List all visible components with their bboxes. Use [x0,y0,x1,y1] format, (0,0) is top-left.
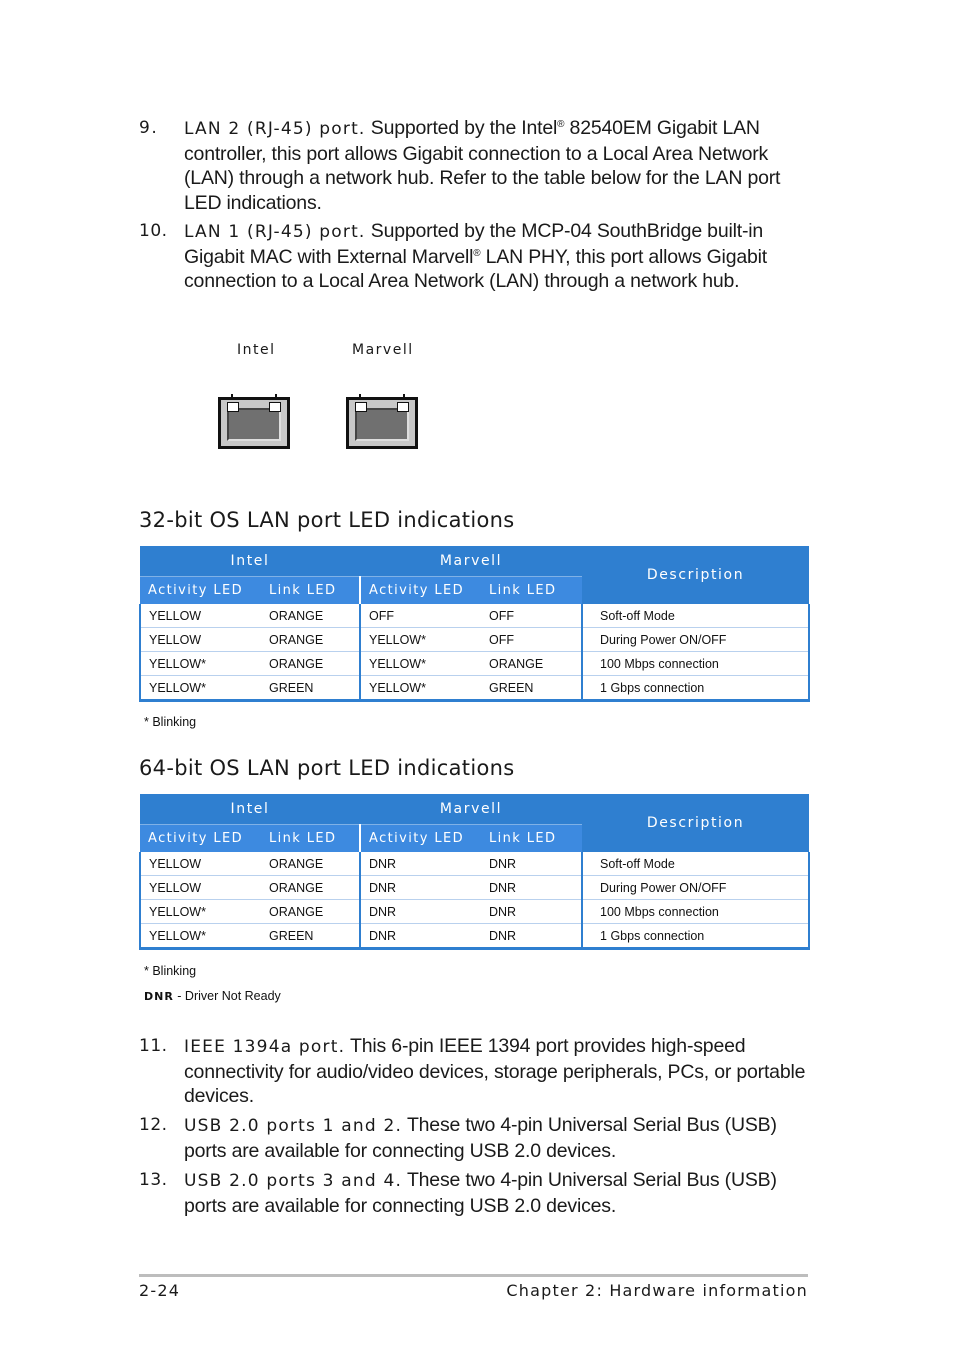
header-activity-led: Activity LED [360,577,481,605]
item-number: 10. [139,221,168,241]
marvell-rj45-port-icon [346,397,418,449]
section-title-64bit: 64-bit OS LAN port LED indications [139,756,515,780]
header-link-led: Link LED [481,825,582,853]
item-usb-ports-3-4 [139,1168,809,1218]
header-intel: Intel [140,794,360,825]
table-cell: GREEN [261,676,360,701]
item-heading: IEEE 1394a port. [184,1037,346,1057]
registered-mark: ® [473,247,481,259]
table-cell: YELLOW [140,852,261,876]
header-link-led: Link LED [481,577,582,605]
item-usb-ports-1-2 [139,1113,809,1163]
item-heading: LAN 2 (RJ-45) port. [184,119,366,139]
table-cell: ORANGE [481,652,582,676]
table-cell: DNR [360,852,481,876]
header-link-led: Link LED [261,825,360,853]
registered-mark: ® [557,119,565,130]
item-number: 11. [139,1036,168,1056]
table-cell: DNR [481,900,582,924]
table-cell: ORANGE [261,652,360,676]
item-number: 13. [139,1170,168,1190]
dnr-note [144,989,281,1003]
intel-rj45-port-icon [218,397,290,449]
item-body [184,219,809,294]
activity-led-icon [355,402,367,412]
item-body [184,116,809,215]
table-row [140,900,809,924]
item-heading: LAN 1 (RJ-45) port. [184,222,366,242]
item-heading: USB 2.0 ports 3 and 4. [184,1171,403,1191]
table-cell: 100 Mbps connection [582,900,809,924]
item-text: This 6-pin IEEE 1394 port provides high-speed connectivity for audio/video devices, storage peripherals, PCs, or portable devices. [184,1035,806,1107]
table-cell: YELLOW [140,876,261,900]
table-row [140,604,809,628]
table-cell: YELLOW* [360,652,481,676]
item-body [184,1034,809,1109]
blinking-note: * Blinking [144,964,197,978]
table-cell: During Power ON/OFF [582,876,809,900]
table-cell: 1 Gbps connection [582,924,809,949]
table-cell: ORANGE [261,604,360,628]
table-cell: Soft-off Mode [582,852,809,876]
table-cell: YELLOW [140,604,261,628]
item-number: 9. [139,118,159,138]
page-number: 2-24 [139,1281,181,1300]
table-cell: DNR [360,900,481,924]
table-cell: OFF [481,628,582,652]
section-title-32bit: 32-bit OS LAN port LED indications [139,508,515,532]
header-marvell: Marvell [360,794,582,825]
item-lan1-port [139,219,809,294]
table-row [140,852,809,876]
table-cell: YELLOW [140,628,261,652]
table-cell: YELLOW* [140,652,261,676]
table-row [140,876,809,900]
dnr-definition: - Driver Not Ready [173,989,281,1003]
table-row [140,652,809,676]
table-cell: GREEN [261,924,360,949]
item-text: Supported by the Intel [365,117,558,139]
intel-port-label: Intel [237,342,276,358]
item-text: 82540EM Gigabit LAN controller, this port allows Gigabit connection to a Local Area Network (LAN) through a network hub. Refer to the table below for the LAN port LED indications. [184,117,781,214]
blinking-note: * Blinking [144,715,197,729]
table-row [140,628,809,652]
table-cell: ORANGE [261,900,360,924]
header-description: Description [582,546,809,604]
item-text: Supported by the MCP-04 SouthBridge built-in Gigabit MAC with External Marvell [184,220,764,268]
table-cell: DNR [360,924,481,949]
table-cell: DNR [481,852,582,876]
footer-divider [139,1274,808,1277]
table-cell: YELLOW* [140,900,261,924]
table-cell: YELLOW* [140,676,261,701]
header-marvell: Marvell [360,546,582,577]
activity-led-icon [227,402,239,412]
dnr-abbreviation: DNR [144,990,174,1003]
header-activity-led: Activity LED [140,825,261,853]
table-cell: 100 Mbps connection [582,652,809,676]
table-cell: OFF [360,604,481,628]
marvell-port-label: Marvell [352,342,414,358]
led-table-64bit [139,794,810,950]
item-text: These two 4-pin Universal Serial Bus (USB) ports are available for connecting USB 2.0 devices. [184,1169,777,1217]
item-body [184,1168,809,1218]
table-row [140,924,809,949]
chapter-title: Chapter 2: Hardware information [506,1281,808,1300]
header-link-led: Link LED [261,577,360,605]
table-cell: DNR [481,924,582,949]
item-number: 12. [139,1115,168,1135]
item-heading: USB 2.0 ports 1 and 2. [184,1116,403,1136]
link-led-icon [397,402,409,412]
table-cell: YELLOW* [360,676,481,701]
table-cell: Soft-off Mode [582,604,809,628]
table-cell: 1 Gbps connection [582,676,809,701]
table-cell: ORANGE [261,628,360,652]
table-cell: DNR [481,876,582,900]
item-body [184,1113,809,1163]
table-cell: ORANGE [261,876,360,900]
led-table-32bit [139,546,810,702]
item-text: LAN PHY, this port allows Gigabit connection to a Local Area Network (LAN) through a network hub. [184,245,767,292]
item-text: These two 4-pin Universal Serial Bus (USB) ports are available for connecting USB 2.0 devices. [184,1114,777,1162]
table-cell: ORANGE [261,852,360,876]
item-lan2-port [139,116,809,215]
table-cell: OFF [481,604,582,628]
table-cell: During Power ON/OFF [582,628,809,652]
table-row [140,676,809,701]
link-led-icon [269,402,281,412]
item-ieee1394-port [139,1034,809,1109]
table-cell: YELLOW* [360,628,481,652]
table-cell: GREEN [481,676,582,701]
header-activity-led: Activity LED [140,577,261,605]
table-cell: YELLOW* [140,924,261,949]
header-intel: Intel [140,546,360,577]
table-cell: DNR [360,876,481,900]
header-description: Description [582,794,809,852]
header-activity-led: Activity LED [360,825,481,853]
